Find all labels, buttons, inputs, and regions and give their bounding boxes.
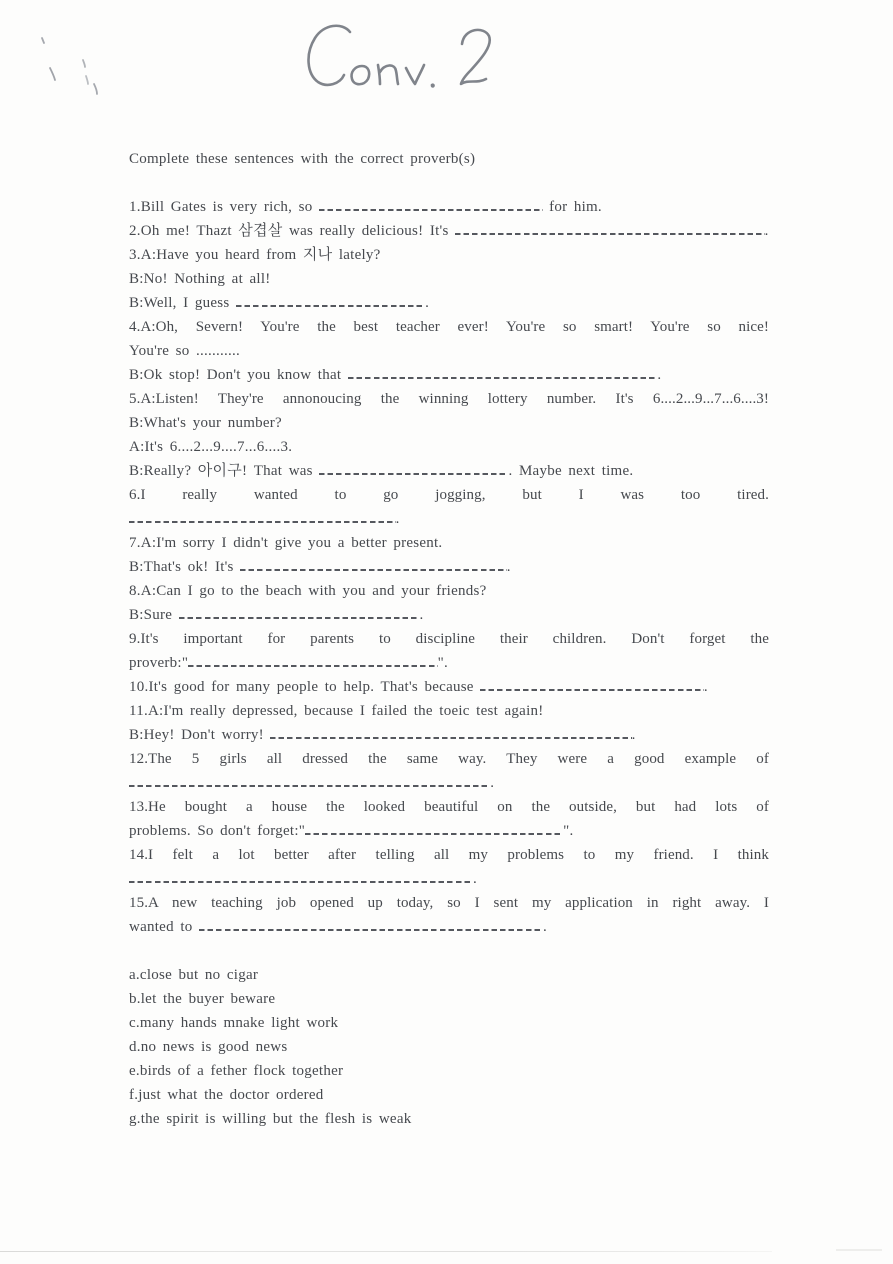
document-line: 14.I felt a lot better after telling all my problems to my friend. I think	[129, 847, 769, 863]
document-line: B:Really? 아이구! That was . Maybe next time.	[129, 459, 769, 483]
answer-option: a.close but no cigar	[129, 967, 259, 983]
document-line: 4.A:Oh, Severn! You're the best teacher ever! You're so smart! You're so nice!	[129, 319, 769, 335]
instruction: Complete these sentences with the correct proverb(s)	[129, 151, 476, 167]
answer-option: f.just what the doctor ordered	[129, 1087, 324, 1103]
answer-blank	[270, 724, 631, 739]
document-line: B:What's your number?	[129, 415, 282, 431]
document-line: 5.A:Listen! They're annonoucing the winning lottery number. It's 6....2...9...7...6....3!	[129, 391, 769, 407]
answer-option: e.birds of a fether flock together	[129, 1063, 344, 1079]
answer-blank	[305, 820, 563, 835]
document-line: 9.It's important for parents to discipline their children. Don't forget the	[129, 631, 769, 647]
answer-option: b.let the buyer beware	[129, 991, 276, 1007]
answer-blank	[188, 652, 437, 667]
scan-artifact-line	[0, 1251, 772, 1252]
document-line: .	[129, 507, 769, 531]
document-line: wanted to .	[129, 915, 769, 939]
document-line: 15.A new teaching job opened up today, so I sent my application in right away. I	[129, 895, 769, 911]
document-line: B:That's ok! It's .	[129, 555, 769, 579]
answer-blank	[319, 460, 508, 475]
answer-blank	[480, 676, 704, 691]
document-line: problems. So don't forget:" ".	[129, 819, 769, 843]
document-line: 10.It's good for many people to help. That's because .	[129, 675, 769, 699]
document-line: 1.Bill Gates is very rich, so for him.	[129, 195, 769, 219]
answer-blank	[240, 556, 507, 571]
document-line: 3.A:Have you heard from 지나 lately?	[129, 247, 381, 263]
answer-blank	[199, 916, 543, 931]
answer-blank	[179, 604, 420, 619]
document-line: 7.A:I'm sorry I didn't give you a better present.	[129, 535, 443, 551]
document-line: 8.A:Can I go to the beach with you and your friends?	[129, 583, 487, 599]
document-line: 2.Oh me! Thazt 삼겹살 was really delicious! It's .	[129, 219, 769, 243]
document-content	[129, 147, 769, 1131]
document-line: B:Sure .	[129, 603, 769, 627]
answer-blank	[129, 868, 473, 883]
document-line: proverb:" ".	[129, 651, 769, 675]
document-line: B:Ok stop! Don't you know that .	[129, 363, 769, 387]
answer-option: c.many hands mnake light work	[129, 1015, 339, 1031]
document-line: 11.A:I'm really depressed, because I failed the toeic test again!	[129, 703, 544, 719]
document-line: 6.I really wanted to go jogging, but I was too tired.	[129, 487, 769, 503]
document-line: 13.He bought a house the looked beautiful on the outside, but had lots of	[129, 799, 769, 815]
answer-blank	[129, 772, 490, 787]
document-line: B:No! Nothing at all!	[129, 271, 271, 287]
answer-blank	[455, 220, 765, 235]
answer-blank	[236, 292, 425, 307]
document-line: A:It's 6....2...9....7...6....3.	[129, 439, 293, 455]
answer-options	[129, 963, 769, 1131]
document-body	[129, 195, 769, 939]
handwritten-title-text	[0, 0, 1, 1]
document-line: You're so ...........	[129, 343, 241, 359]
document-line: .	[129, 867, 769, 891]
answer-blank	[319, 196, 543, 211]
scan-artifact-smudge	[836, 1249, 882, 1251]
answer-blank	[348, 364, 658, 379]
answer-option: d.no news is good news	[129, 1039, 288, 1055]
document-line: .	[129, 771, 769, 795]
document-line: 12.The 5 girls all dressed the same way. They were a good example of	[129, 751, 769, 767]
pen-scribble-marks	[38, 28, 188, 108]
answer-blank	[129, 508, 396, 523]
document-line: B:Well, I guess .	[129, 291, 769, 315]
document-line: B:Hey! Don't worry! .	[129, 723, 769, 747]
answer-option: g.the spirit is willing but the flesh is weak	[129, 1111, 412, 1127]
handwritten-title	[294, 18, 519, 102]
